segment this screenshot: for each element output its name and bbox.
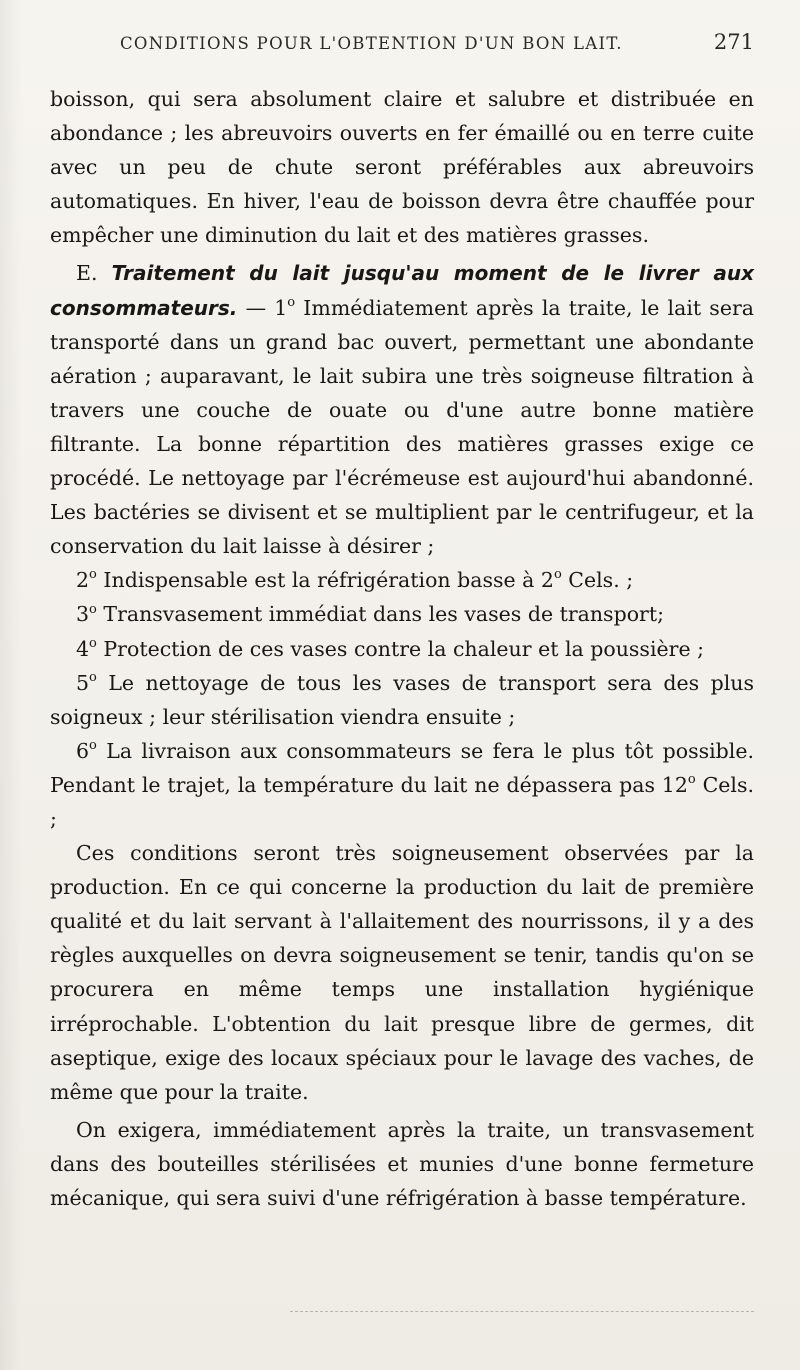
paragraph-boisson: boisson, qui sera absolument claire et salubre et distribuée en abondance ; les abreuvoirs ouverts en fer émaillé ou en terre cuite avec un peu de chute seront préférables aux abreuvoirs automatiques. En hiver, l'eau de boisson devra être chauffée pour empêcher une diminution du lait et des matières grasses. <box>50 87 754 248</box>
paragraph-final: On exigera, immédiatement après la traite, un transvasement dans des bouteilles stérilisées et munies d'une bonne fermeture mécanique, qui sera suivi d'une réfrigération à basse température. <box>50 1117 754 1210</box>
degree-mark: o <box>89 567 97 583</box>
list-item-5 <box>50 666 754 734</box>
section-e <box>50 256 754 563</box>
page-header <box>50 30 754 82</box>
item-tail: Cels. ; <box>561 568 634 593</box>
section-letter: E. <box>76 261 98 286</box>
item-text: Indispensable est la réfrigération basse à 2 <box>96 568 554 593</box>
degree-mark: o <box>89 601 97 617</box>
item-number: 2 <box>76 568 90 593</box>
list-item-2 <box>50 563 754 597</box>
degree-mark: o <box>687 772 696 788</box>
running-head: CONDITIONS POUR L'OBTENTION D'UN BON LAIT. <box>120 34 623 53</box>
list-item-4 <box>50 632 754 666</box>
item-text: La livraison aux consommateurs se fera le plus tôt possible. Pendant le trajet, la température du lait ne dépassera pas 12 <box>50 738 754 797</box>
body-text <box>50 82 754 1215</box>
degree-mark: o <box>89 669 97 685</box>
item-text: Transvasement immédiat dans les vases de transport; <box>96 602 664 627</box>
degree-mark: o <box>287 294 296 310</box>
item-number: 4 <box>76 636 90 661</box>
degree-mark: o <box>553 567 562 583</box>
section-title: Traitement du lait jusqu'au moment de le livrer aux consommateurs. <box>50 261 754 320</box>
degree-mark: o <box>89 737 97 753</box>
page-number: 271 <box>713 30 754 54</box>
item-text: Le nettoyage de tous les vases de transport sera des plus soigneux ; leur stérilisation viendra ensuite ; <box>50 670 754 729</box>
degree-mark: o <box>89 635 97 651</box>
paragraph-conditions: Ces conditions seront très soigneusement observées par la production. En ce qui concerne la production du lait de première qualité et du lait servant à l'allaitement des nourrissons, il y a des règles auxquelles on devra soigneusement se tenir, tandis qu'on se procurera en même temps une installation hygiénique irréprochable. L'obtention du lait presque libre de germes, dit aseptique, exige des locaux spéciaux pour le lavage des vaches, de même que pour la traite. <box>50 841 754 1104</box>
item-1-text: Immédiatement après la traite, le lait sera transporté dans un grand bac ouvert, permettant une abondante aération ; auparavant, le lait subira une très soigneuse filtration à travers une couche de ouate ou d'une autre bonne matière filtrante. La bonne répartition des matières grasses exige ce procédé. Le nettoyage par l'écrémeuse est aujourd'hui abandonné. Les bactéries se divisent et se multiplient par le centrifugeur, et la conservation du lait laisse à désirer ; <box>50 295 754 559</box>
list-item-3 <box>50 597 754 631</box>
item-number: 3 <box>76 602 90 627</box>
footer-rule <box>290 1311 754 1312</box>
item-number: 5 <box>76 670 90 695</box>
item-tail: Cels. ; <box>50 772 754 831</box>
section-dash: — <box>237 295 275 320</box>
item-1-number: 1 <box>274 295 288 320</box>
item-number: 6 <box>76 738 90 763</box>
list-item-6 <box>50 734 754 836</box>
item-text: Protection de ces vases contre la chaleur et la poussière ; <box>96 636 704 661</box>
